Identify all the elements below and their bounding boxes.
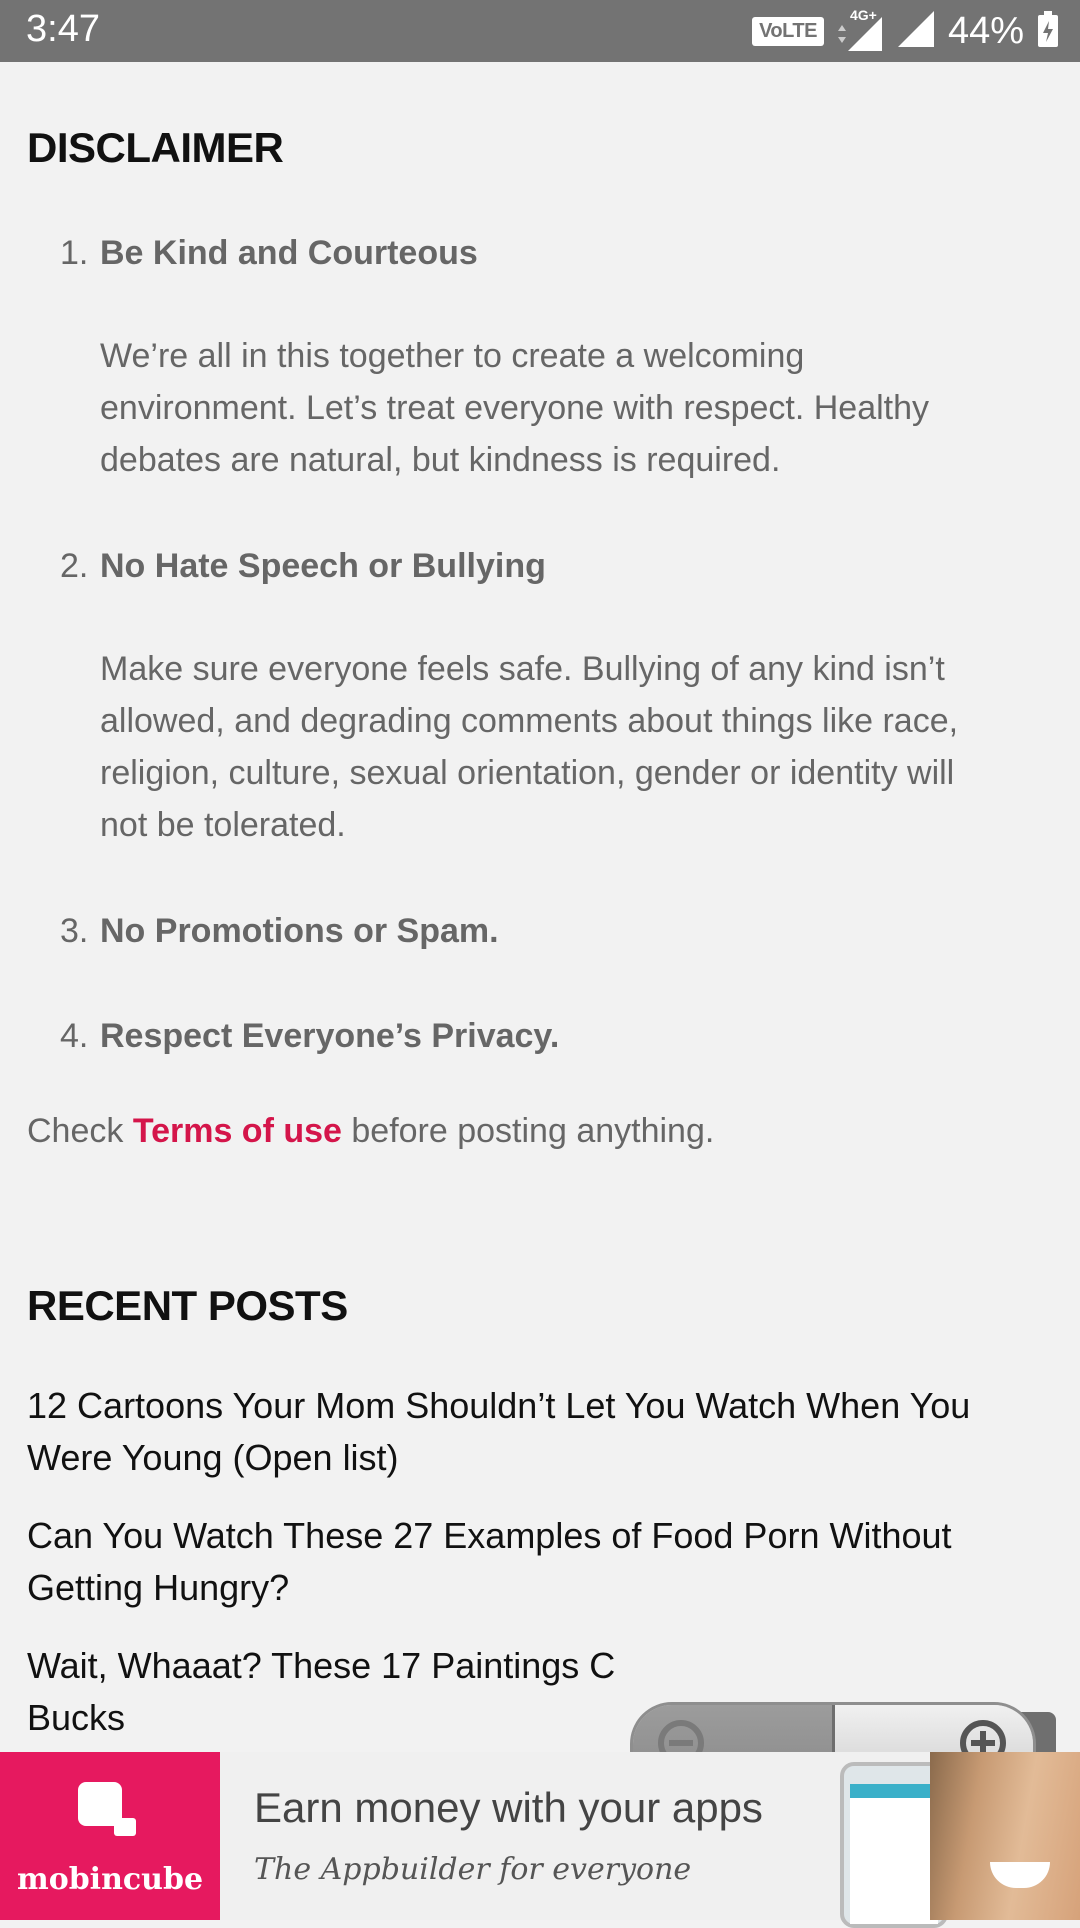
rule-number: 3. (60, 912, 89, 950)
page-content (0, 62, 1080, 1752)
ad-banner[interactable] (0, 1752, 1080, 1920)
battery-icon (1038, 11, 1058, 52)
ad-person-image (930, 1752, 1080, 1920)
recent-post-link[interactable]: Can You Watch These 27 Examples of Food Porn Without Getting Hungry? (27, 1515, 952, 1608)
rule-title: No Promotions or Spam. (100, 912, 499, 950)
rule-number: 2. (60, 547, 89, 585)
ad-brand-name: mobincube (16, 1862, 204, 1897)
ad-subtitle: The Appbuilder for everyone (254, 1852, 692, 1887)
signal-icon (898, 11, 934, 52)
rule-description: We’re all in this together to create a welcoming environment. Let’s treat everyone with respect. Healthy debates are natural, but kindness is required. (100, 337, 930, 479)
zoom-out-icon (653, 1717, 725, 1752)
disclaimer-heading: DISCLAIMER (27, 124, 284, 171)
recent-posts-heading: RECENT POSTS (27, 1282, 348, 1329)
rule-description: Make sure everyone feels safe. Bullying of any kind isn’t allowed, and degrading comments about things like race, religion, culture, sexual orientation, gender or identity will not be tolerated. (100, 650, 959, 844)
recent-post-link[interactable]: 12 Cartoons Your Mom Shouldn’t Let You Watch When You Were Young (Open list) (27, 1385, 971, 1478)
zoom-control (630, 1702, 1036, 1752)
network-icon: 4G+ (838, 11, 884, 51)
status-time: 3:47 (26, 8, 100, 50)
battery-percent: 44% (947, 9, 1024, 52)
rule-number: 4. (60, 1017, 89, 1055)
volte-icon: VoLTE (752, 17, 824, 46)
ad-brand-logo (0, 1752, 220, 1920)
zoom-in-button[interactable] (835, 1705, 1034, 1752)
terms-note: Check Terms of use before posting anything. (27, 1112, 715, 1150)
rule-number: 1. (60, 234, 89, 272)
mobincube-logo-icon (78, 1782, 140, 1838)
zoom-out-button[interactable] (633, 1705, 835, 1752)
recent-post-link[interactable]: Wait, Whaaat? These 17 Paintings C Bucks (27, 1645, 616, 1738)
ad-title: Earn money with your apps (254, 1784, 763, 1831)
status-icons (752, 9, 1058, 53)
rule-title: No Hate Speech or Bullying (100, 547, 546, 585)
terms-of-use-link[interactable]: Terms of use (132, 1112, 342, 1150)
rule-title: Respect Everyone’s Privacy. (100, 1017, 560, 1055)
zoom-in-icon (955, 1717, 1027, 1752)
status-bar (0, 0, 1080, 62)
rule-title: Be Kind and Courteous (100, 234, 478, 272)
